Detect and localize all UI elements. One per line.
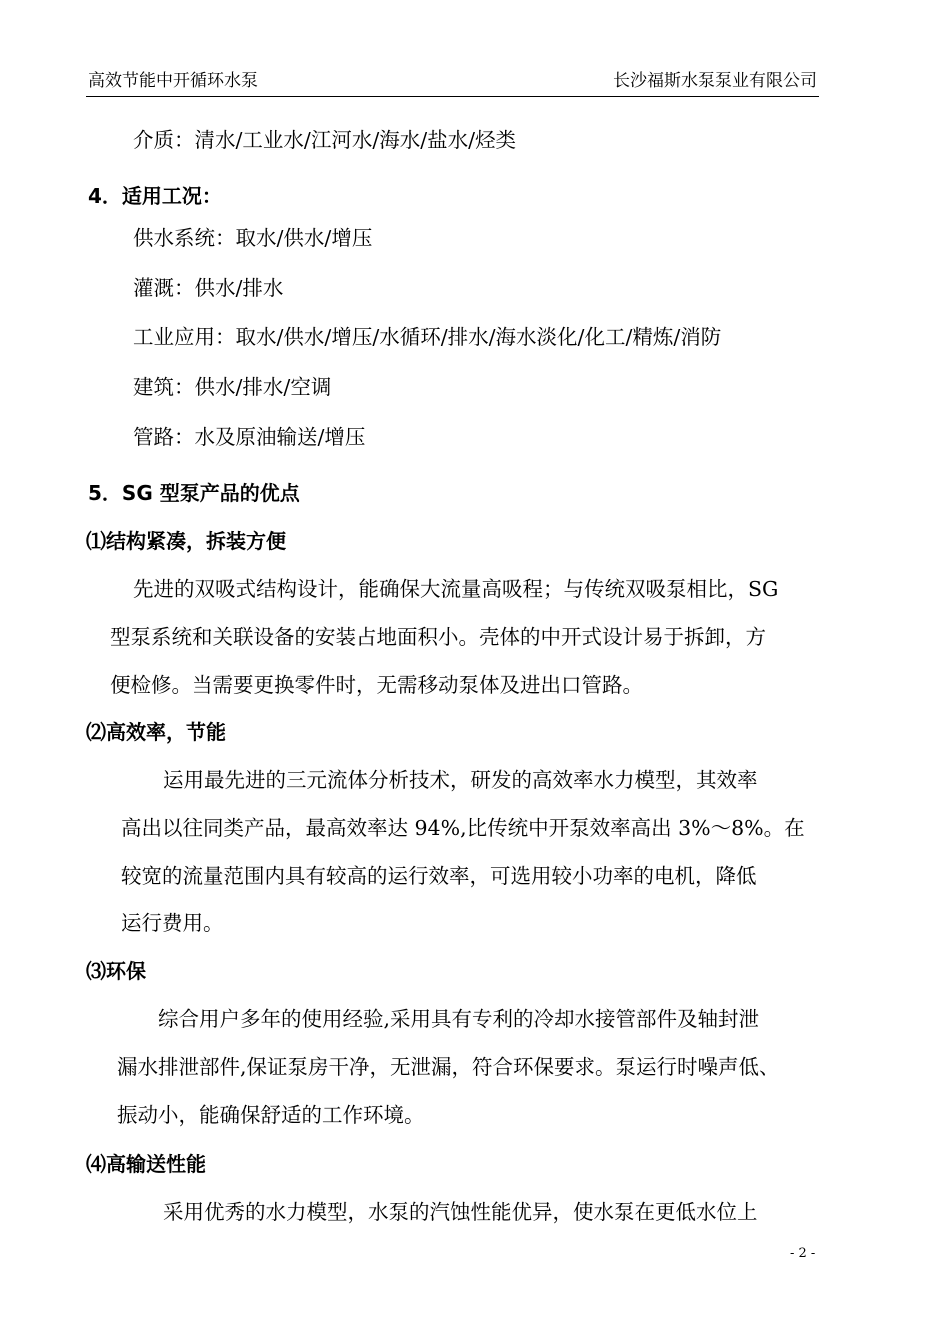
point-4-heading: ⑷高输送性能 (86, 1152, 206, 1176)
point-1-text-line: 型泵系统和关联设备的安装占地面积小。壳体的中开式设计易于拆卸，方 (110, 625, 766, 649)
point-2-text-line: 较宽的流量范围内具有较高的运行效率，可选用较小功率的电机，降低 (121, 864, 757, 888)
point-2-text-line: 高出以往同类产品，最高效率达 94%,比传统中开泵效率高出 3%～8%。在 (121, 816, 805, 840)
irrigation-line: 灌溉：供水/排水 (133, 276, 284, 300)
page-number: - 2 - (790, 1246, 816, 1261)
point-2-text-line: 运行费用。 (121, 911, 224, 935)
point-3-text-line: 综合用户多年的使用经验,采用具有专利的冷却水接管部件及轴封泄 (158, 1007, 760, 1031)
water-supply-line: 供水系统：取水/供水/增压 (133, 226, 373, 250)
medium-line: 介质：清水/工业水/江河水/海水/盐水/烃类 (133, 128, 517, 152)
point-1-text-line: 先进的双吸式结构设计，能确保大流量高吸程；与传统双吸泵相比，SG (133, 577, 779, 601)
point-2-text-line: 运用最先进的三元流体分析技术，研发的高效率水力模型，其效率 (163, 768, 758, 792)
page-header (86, 68, 819, 97)
point-2-heading: ⑵高效率，节能 (86, 720, 226, 744)
industrial-line: 工业应用：取水/供水/增压/水循环/排水/海水淡化/化工/精炼/消防 (133, 325, 722, 349)
header-company-name: 长沙福斯水泵泵业有限公司 (613, 71, 817, 91)
building-line: 建筑：供水/排水/空调 (133, 375, 332, 399)
point-3-text-line: 振动小，能确保舒适的工作环境。 (117, 1103, 425, 1127)
point-1-text-line: 便检修。当需要更换零件时，无需移动泵体及进出口管路。 (110, 673, 643, 697)
point-3-heading: ⑶环保 (86, 959, 146, 983)
point-4-text-line: 采用优秀的水力模型，水泵的汽蚀性能优异，使水泵在更低水位上 (163, 1200, 758, 1224)
point-1-heading: ⑴结构紧凑，拆装方便 (86, 529, 286, 553)
section-5-heading: 5．SG 型泵产品的优点 (88, 481, 300, 505)
pipeline-line: 管路：水及原油输送/增压 (133, 425, 366, 449)
header-product-title: 高效节能中开循环水泵 (88, 71, 258, 91)
point-3-text-line: 漏水排泄部件,保证泵房干净，无泄漏，符合环保要求。泵运行时噪声低、 (117, 1055, 780, 1079)
section-4-heading: 4．适用工况： (88, 184, 222, 208)
